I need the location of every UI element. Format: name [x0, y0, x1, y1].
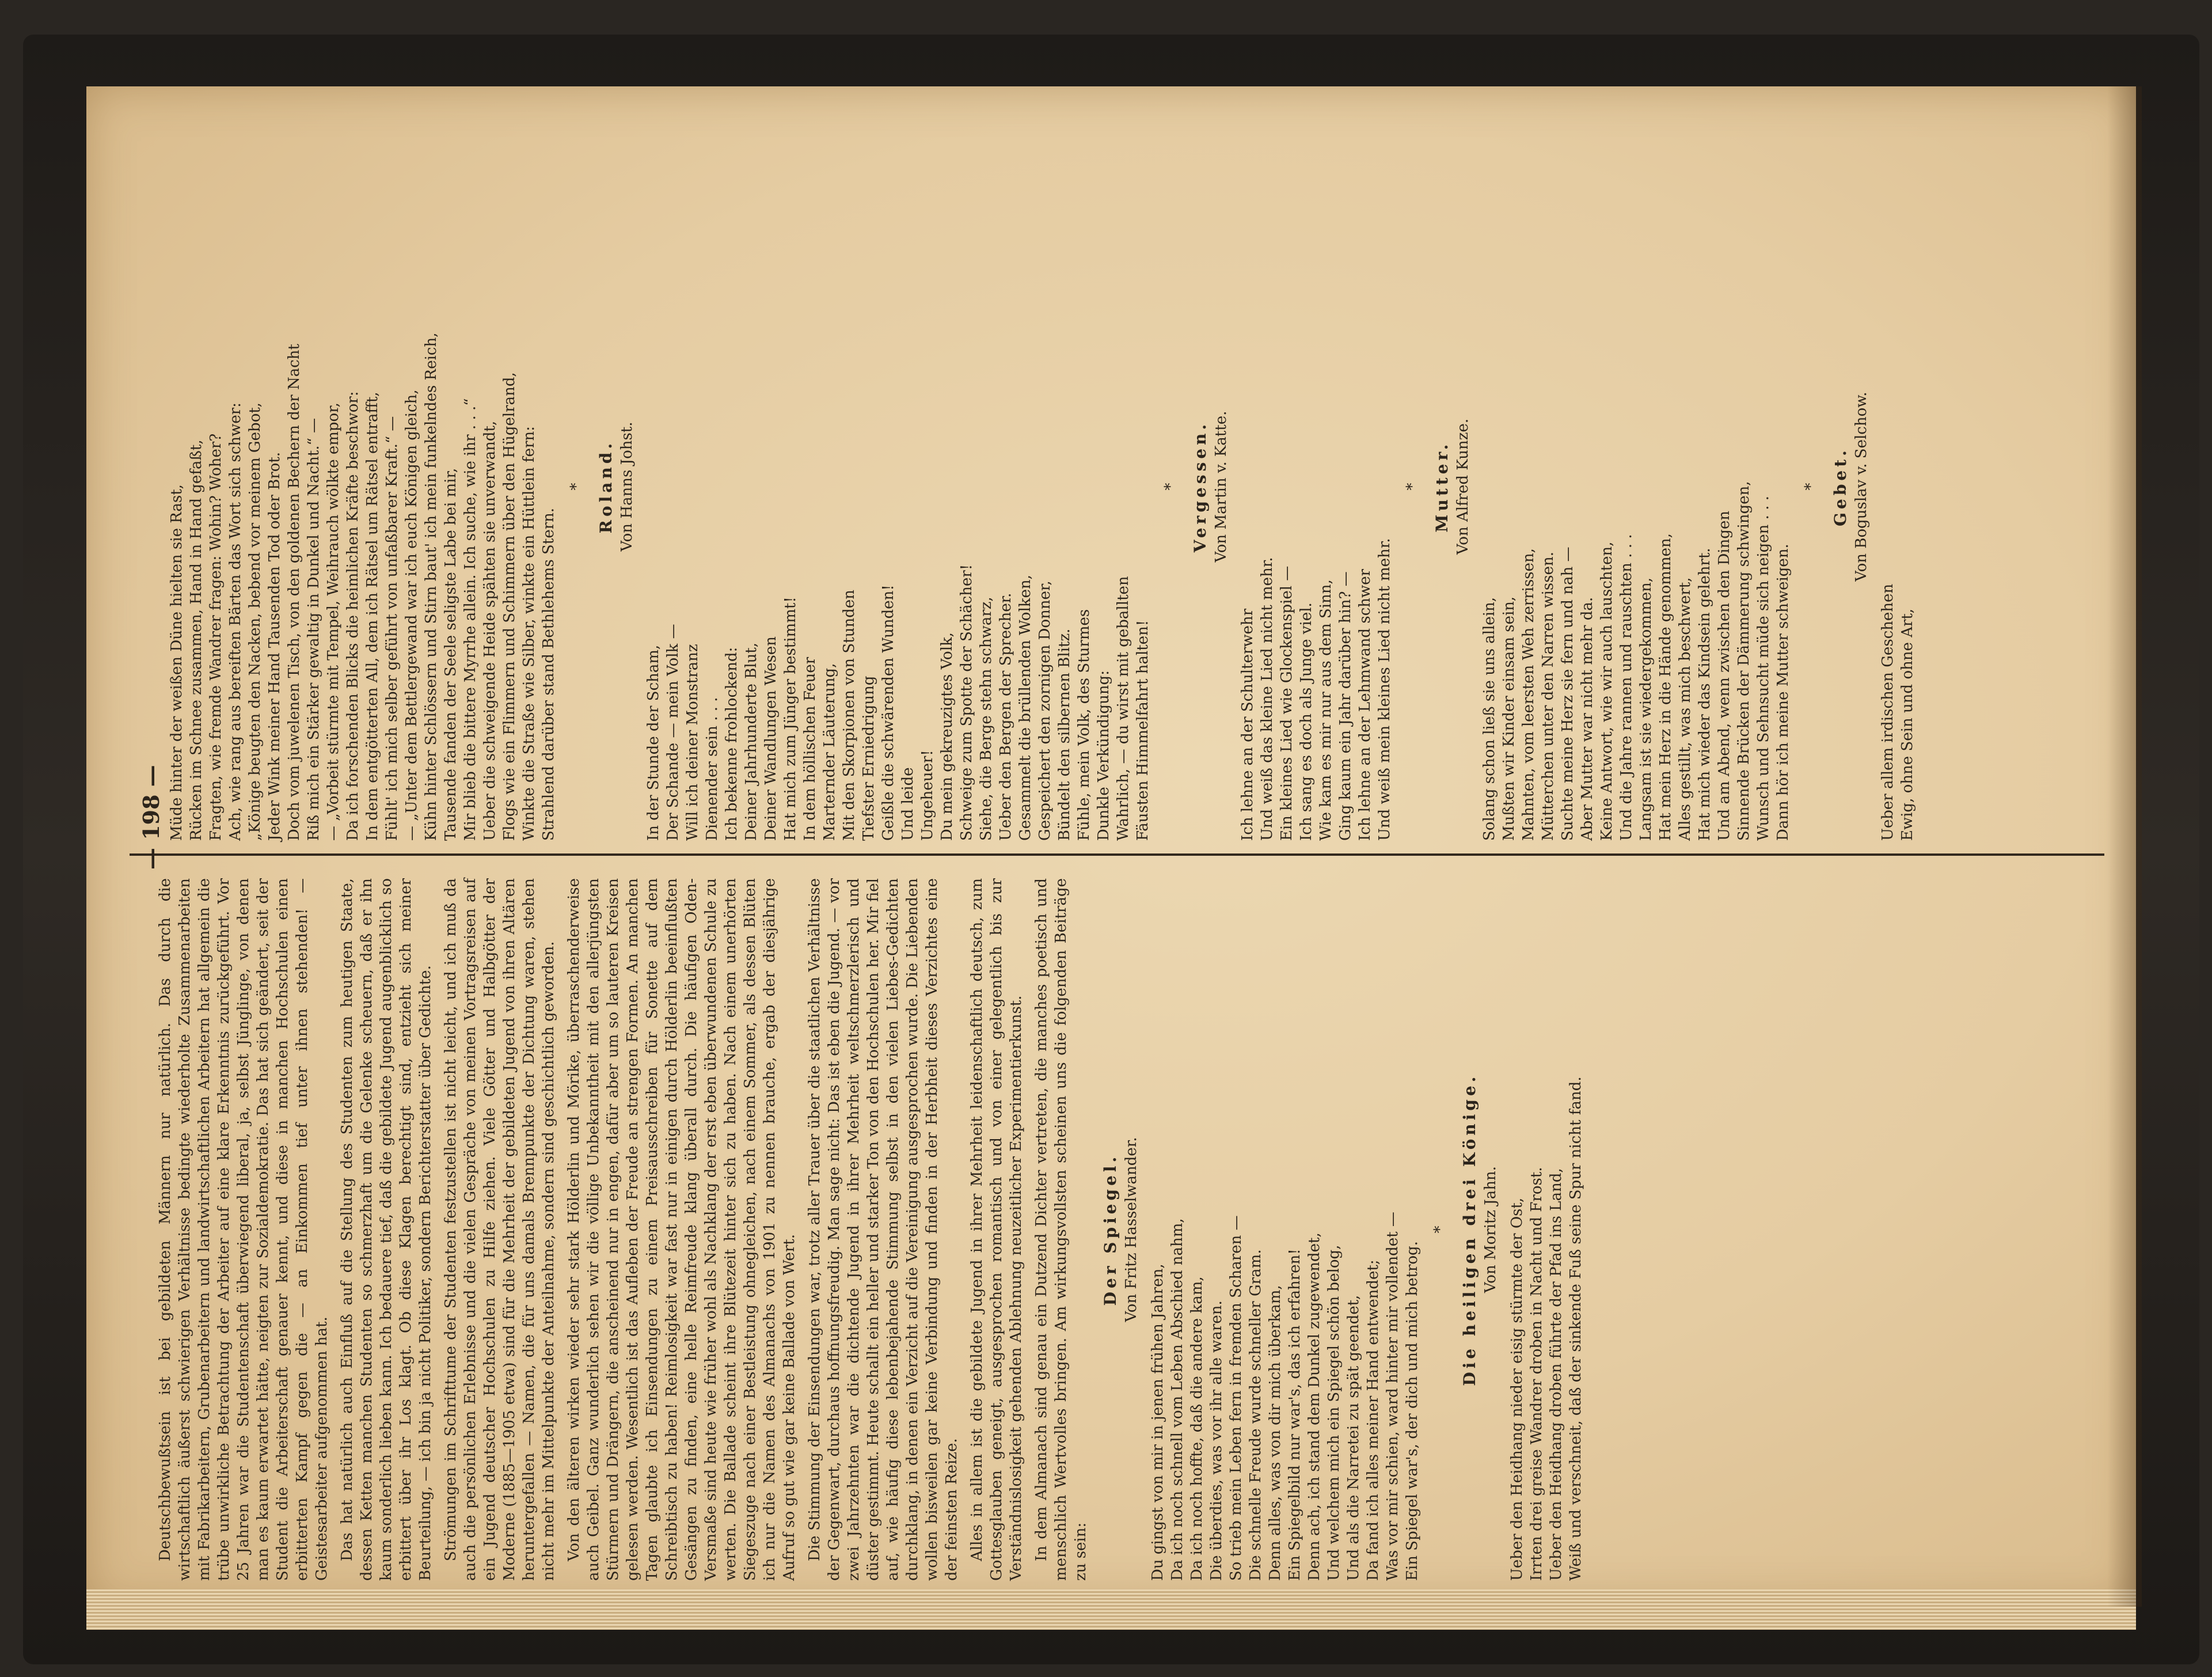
right-column	[167, 132, 1925, 841]
verse-line: Weiß und verschneit, daß der sinkende Fuß seine Spur nicht fand.	[1567, 1076, 1584, 1581]
verse-line: Sinnende Brücken der Dämmerung schwingen,	[1735, 481, 1753, 841]
verse-line: Ich bekenne frohlockend:	[723, 647, 740, 841]
verse-line: Suchte meine Herz sie fern und nah —	[1559, 547, 1576, 841]
paragraph: Die Stimmung der Einsendungen war, trotz aller Trauer über die staatlichen Verhältnisse der Gegenwart, durchaus hoffnungsfreudig. Man sage nicht: Das ist eben die Jugend. — vor zwei Jahrzehnten war die dichtende Jugend in ihrer Mehrheit weltschmerzlerisch und düster gestimmt. Heute schallt ein heller und starker Ton von den Hochschulen her. Mir fiel auf, wie häufig diese lebenbejahende Stimmung selbst in den vielen Liebes-Gedichten durchklang, in denen ein Verzicht auf die Vereinigung ausgesprochen wurde. Die Liebenden wollen bisweilen gar keine Verbindung und finden in der Herbheit dieses Verzichtes eine der feinsten Reize.	[806, 878, 960, 1581]
verse-line: Dienender sein . . .	[704, 697, 721, 841]
verse-line: Ueber den Heidhang droben führte der Pfad ins Land,	[1548, 1168, 1565, 1581]
verse-line: Ueber die schweigende Heide spähten sie unverwandt,	[481, 420, 499, 841]
verse-line: Keine Antwort, wie wir auch lauschten,	[1598, 541, 1616, 841]
verse-line: Fühle, mein Volk, des Sturmes	[1075, 609, 1093, 841]
verse-line: Tiefster Erniedrigung	[860, 676, 877, 841]
verse-line: Mußten wir Kinder einsam sein,	[1500, 596, 1518, 841]
verse-line: Wunsch und Sehnsucht müde sich neigen . . .	[1755, 495, 1772, 841]
separator-star: *	[1431, 1226, 1449, 1234]
verse-line: Fragten, wie fremde Wandrer fragen: Wohin? Woher?	[207, 433, 225, 841]
verse-line: Und welchem mich ein Spiegel schön belog,	[1325, 1245, 1343, 1581]
verse-line: Schweige zum Spotte der Schächer!	[958, 564, 975, 841]
verse-line: Kühn hinter Schlössern und Stirn baut' ich mein funkelndes Reich,	[423, 332, 440, 841]
verse-line: Du gingst von mir in jenen frühen Jahren,	[1149, 1264, 1166, 1581]
separator-star: *	[1802, 483, 1819, 491]
poem-verse	[1878, 132, 1917, 841]
verse-line: Müde hinter der weißen Düne hielten sie Rast,	[168, 484, 185, 841]
poem-author: Von Alfred Kunze.	[1454, 418, 1472, 555]
verse-line: Wahrlich, — du wirst mit geballten	[1115, 576, 1132, 841]
verse-line: Die schnelle Freude wurde schneller Gram.	[1247, 1249, 1264, 1581]
verse-line: Rücken im Schnee zusammen, Hand in Hand gefaßt,	[188, 439, 205, 841]
verse-line: Die überdies, was vor ihr alle waren.	[1208, 1300, 1225, 1581]
page-number: — 198 —	[138, 765, 164, 870]
poem-verse	[1238, 132, 1394, 841]
verse-line: Mir blieb die bittere Myrrhe allein. Ich suche, wie ihr . . .“	[462, 398, 479, 841]
verse-line: Ueber allem irdischen Geschehen	[1879, 583, 1896, 841]
verse-line: Strahlend darüber stand Bethlehems Stern.	[540, 507, 557, 841]
verse-line: Ich sang es doch als Junge viel.	[1298, 602, 1315, 841]
verse-line: Ungeheuer!	[919, 750, 936, 841]
verse-line: Und weiß das kleine Lied nicht mehr.	[1259, 557, 1276, 841]
separator-star: *	[568, 483, 585, 491]
verse-line: Ach, wie rang aus bereiften Bärten das Wort sich schwer:	[227, 403, 244, 841]
poem-author: Von Martin v. Katte.	[1213, 411, 1230, 563]
verse-line: Aber Mutter war nicht mehr da.	[1579, 597, 1596, 841]
paragraph: Strömungen im Schrifttume der Studenten festzustellen ist nicht leicht, und ich muß da auch die persönlichen Erlebnisse und die vielen Gespräche von meinen Vortragsreisen auf ein Jugend deutscher Hochschulen zu Hilfe ziehen. Viele Götter und Halbgötter der Moderne (1885—1905 etwa) sind für die Mehrheit der gebildeten Jugend von ihren Altären heruntergefallen — Namen, die für uns damals Brennpunkte der Dichtung waren, stehen nicht mehr im Mittelpunkte der Anteilnahme, sondern sind geschichtlich geworden.	[442, 878, 557, 1581]
verse-line: Ging kaum ein Jahr darüber hin? —	[1337, 571, 1354, 841]
poem-author: Von Hanns Johst.	[618, 422, 636, 552]
paragraph: Von den älteren wirken wieder sehr stark Hölderlin und Mörike, überraschenderweise auch Geibel. Ganz wunderlich sehen wir die völlige Unbekanntheit mit den allerjüngsten Stürmern und Drängern, die anscheinend nur in engen, dafür aber um so lauteren Kreisen gelesen werden. Wesentlich ist das Aufleben der Freude an strengen Formen. An manchen Tagen glaubte ich Einsendungen zu einem Preisausschreiben für Sonette auf dem Schreibtisch zu haben! Reimlosigkeit war fast nur in einigen durch Hölderlin beeinflußten Gesängen zu finden, eine helle Reimfreude klang überall durch. Die häufigen Oden-Versmaße sind heute wie früher wohl als Nachklang der erst eben überwundenen Schule zu werten. Die Ballade scheint ihre Blütezeit hinter sich zu haben. Nach einem unerhörten Siegeszuge nach einer Bestleistung ohnegleichen, nach einem Sommer, als dessen Blüten ich nur die Namen des Almanachs von 1901 zu nennen brauche, ergab der diesjährige Aufruf so gut wie gar keine Ballade von Wert.	[565, 878, 798, 1581]
verse-line: So trieb mein Leben fern in fremden Scharen —	[1227, 1215, 1245, 1581]
verse-line: Gesammelt die brüllenden Wolken,	[1017, 574, 1034, 841]
verse-line: In dem entgötterten All, dem ich Rätsel um Rätsel entrafft,	[364, 392, 381, 841]
verse-line: Tausende fanden der Seele seligste Labe bei mir,	[442, 468, 459, 841]
poem-verse	[1507, 878, 1586, 1581]
verse-line: Solang schon ließ sie uns allein,	[1481, 597, 1498, 841]
poem-verse	[1480, 132, 1793, 841]
poem-verse	[167, 132, 558, 841]
verse-line: Mahnten, vom leersten Weh zerrissen,	[1520, 548, 1537, 841]
page-edges	[86, 1589, 2136, 1630]
verse-line: Hat mich zum Jünger bestimmt!	[782, 597, 799, 841]
verse-line: Langsam ist sie wiedergekommen,	[1637, 577, 1655, 841]
verse-line: Mit den Skorpionen von Stunden	[841, 590, 858, 841]
verse-line: Alles gestillt, was mich beschwert,	[1677, 577, 1694, 841]
verse-line: Und am Abend, wenn zwischen den Dingen	[1716, 510, 1733, 841]
verse-line: — „Unter dem Bettlergewand war ich euch Königen gleich,	[403, 389, 420, 841]
verse-line: In dem höllischen Feuer	[801, 657, 819, 841]
verse-line: Da ich noch hoffte, daß die andere kam,	[1188, 1276, 1206, 1581]
verse-line: Da ich noch schnell vom Leben Abschied nahm,	[1169, 1218, 1186, 1581]
verse-line: Dann hör ich meine Mutter schweigen.	[1774, 544, 1792, 841]
verse-line: Hat mein Herz in die Hände genommen,	[1657, 533, 1674, 841]
verse-line: Will ich deiner Monstranz	[684, 644, 701, 841]
poem-title: Gebet.	[1831, 447, 1850, 526]
verse-line: Ich lehne an der Schulterwehr	[1239, 608, 1256, 841]
left-column	[155, 878, 1594, 1581]
verse-line: Und die Jahre rannen und rauschten . . .	[1618, 534, 1635, 841]
paragraph: Deutschbewußtsein ist bei gebildeten Männern nur natürlich. Das durch die wirtschaftlich äußerst schwierigen Verhältnisse bedingte wiederholte Zusammenarbeiten mit Fabrikarbeitern, Grubenarbeitern und landwirtschaftlichen Arbeitern hat allgemein die trübe unwirkliche Betrachtung der Arbeiter auf eine klare Erkenntnis zurückgeführt. Vor 25 Jahren war die Studentenschaft überwiegend liberal, ja, selbst Jünglinge, von denen man es kaum erwartet hätte, neigten zur Sozialdemokratie. Das hat sich geändert, seit der Student die Arbeiterschaft genauer kennt, und diese in manchen Hochschulen einen erbitterten Kampf gegen die — an Einkommen tief unter ihnen stehenden! — Geistesarbeiter aufgenommen hat.	[157, 878, 330, 1581]
verse-line: Fäusten Himmelfahrt halten!	[1134, 620, 1151, 841]
verse-line: Wie kam es mir nur aus dem Sinn,	[1317, 579, 1335, 841]
poem-author: Von Moritz Jahn.	[1482, 1166, 1499, 1293]
poem-author: Von Fritz Hasselwander.	[1123, 1137, 1140, 1322]
poem-title: Der Spiegel.	[1101, 1153, 1120, 1306]
verse-line: Ein Spiegelbild nur war's, das ich erfahren!	[1286, 1249, 1303, 1581]
separator-star: *	[1404, 483, 1421, 491]
verse-line: Bündelt den silbernen Blitz.	[1056, 628, 1073, 841]
paragraph: In dem Almanach sind genau ein Dutzend Dichter vertreten, die manches poetisch und menschlich Wertvolles bringen. Am wirkungsvollsten scheinen uns die folgenden Beiträge zu sein:	[1033, 878, 1089, 1581]
paragraph: Alles in allem ist die gebildete Jugend in ihrer Mehrheit leidenschaftlich deutsch, zum Gottesglauben geneigt, ausgesprochen romantisch und von einer gelegentlich bis zur Verständnislosigkeit gehenden Ablehnung neuzeitlicher Experimentierkunst.	[968, 878, 1025, 1581]
poem-verse	[644, 132, 1153, 841]
verse-line: — „Vorbeit stürmte mit Tempel, Weihrauch wölkte empor,	[325, 402, 342, 841]
column-divider-rule	[130, 853, 2104, 856]
verse-line: „Könige beugten den Nacken, bebend vor meinem Gebot,	[246, 402, 264, 841]
poem-author: Von Boguslav v. Selchow.	[1853, 392, 1870, 582]
verse-line: Da fand ich alles meiner Hand entwendet;	[1365, 1259, 1382, 1581]
page-gutter-shadow	[2107, 86, 2142, 1607]
separator-star: *	[1162, 483, 1179, 491]
verse-line: Denn alles, was von dir mich überkam,	[1267, 1285, 1284, 1581]
verse-line: Winkte die Straße wie Silber, winkte ein Hüttlein fern:	[520, 426, 538, 841]
verse-line: Dunkle Verkündigung:	[1095, 670, 1112, 841]
verse-line: Da ich forschenden Blicks die heimlichen Kräfte beschwor:	[344, 391, 362, 841]
verse-line: Hat mich wieder das Kindsein gelehrt.	[1696, 548, 1713, 841]
verse-line: Flogs wie ein Flimmern und Schimmern über den Hügelrand,	[501, 372, 518, 841]
poem-title: Vergessen.	[1191, 420, 1210, 553]
verse-line: Deiner Wandlungen Wesen	[762, 636, 780, 841]
verse-line: Was vor mir schien, ward hinter mir vollendet —	[1384, 1212, 1401, 1581]
poem-title: Die heiligen drei Könige.	[1460, 1073, 1479, 1386]
paragraph: Das hat natürlich auch Einfluß auf die Stellung des Studenten zum heutigen Staate, dessen Ketten manchen Studenten so schmerzhaft um die Gelenke scheuern, daß er ihn kaum sonderlich lieben kann. Ich bedauere tief, daß die gebildete Jugend augenblicklich so erbittert über ihr Los klagt. Ob diese Klagen berechtigt sind, entzieht sich meiner Beurteilung, — ich bin ja nicht Politiker, sondern Berichterstatter über Gedichte.	[339, 878, 434, 1581]
poem-title: Mutter.	[1432, 441, 1451, 533]
verse-line: Riß mich ein Stärker gewaltig in Dunkel und Nacht.“ —	[305, 418, 322, 841]
verse-line: Ueber den Heidhang nieder eisig stürmte der Ost,	[1508, 1197, 1526, 1581]
verse-line: Ueber den Bergen der Sprecher.	[997, 593, 1014, 841]
verse-line: Gespeichert den zornigen Donner,	[1036, 580, 1054, 841]
verse-line: Denn ach, ich stand dem Dunkel zugewendet,	[1306, 1232, 1323, 1581]
verse-line: Irrten drei greise Wandrer droben in Nacht und Frost.	[1528, 1167, 1545, 1581]
verse-line: Ein Spiegel war's, der dich und mich betrog.	[1404, 1241, 1421, 1581]
verse-line: Deiner Jahrhunderte Blut,	[743, 642, 760, 841]
verse-line: In der Stunde der Scham,	[645, 644, 662, 841]
verse-line: Jeder Wink meiner Hand Tausenden Tod oder Brot.	[266, 451, 283, 841]
verse-line: Und weiß mein kleines Lied nicht mehr.	[1376, 538, 1393, 841]
verse-line: Und als die Narretei zu spät geendet,	[1345, 1295, 1362, 1581]
verse-line: Geißle die schwärenden Wunden!	[880, 585, 897, 841]
verse-line: Doch vom juwelenen Tisch, von den goldenen Bechern der Nacht	[286, 344, 303, 841]
poem-verse	[1148, 878, 1422, 1581]
verse-line: Siehe, die Berge stehn schwarz,	[978, 597, 995, 841]
verse-line: Fühlt' ich mich selber geführt von unfaßbarer Kraft.“ —	[383, 416, 401, 841]
verse-line: Ein kleines Lied wie Glockenspiel —	[1278, 566, 1295, 841]
verse-line: Mütterchen unter den Narren wissen.	[1540, 552, 1557, 841]
verse-line: Der Schande — mein Volk —	[664, 624, 682, 841]
verse-line: Du mein gekreuzigtes Volk,	[938, 632, 956, 841]
verse-line: Und leide	[899, 767, 917, 841]
verse-line: Ewig, ohne Sein und ohne Art,	[1899, 608, 1916, 841]
verse-line: Ich lehne an der Lehmwand schwer	[1356, 568, 1374, 841]
poem-title: Roland.	[596, 439, 615, 534]
verse-line: Marternder Läuterung,	[821, 663, 838, 841]
